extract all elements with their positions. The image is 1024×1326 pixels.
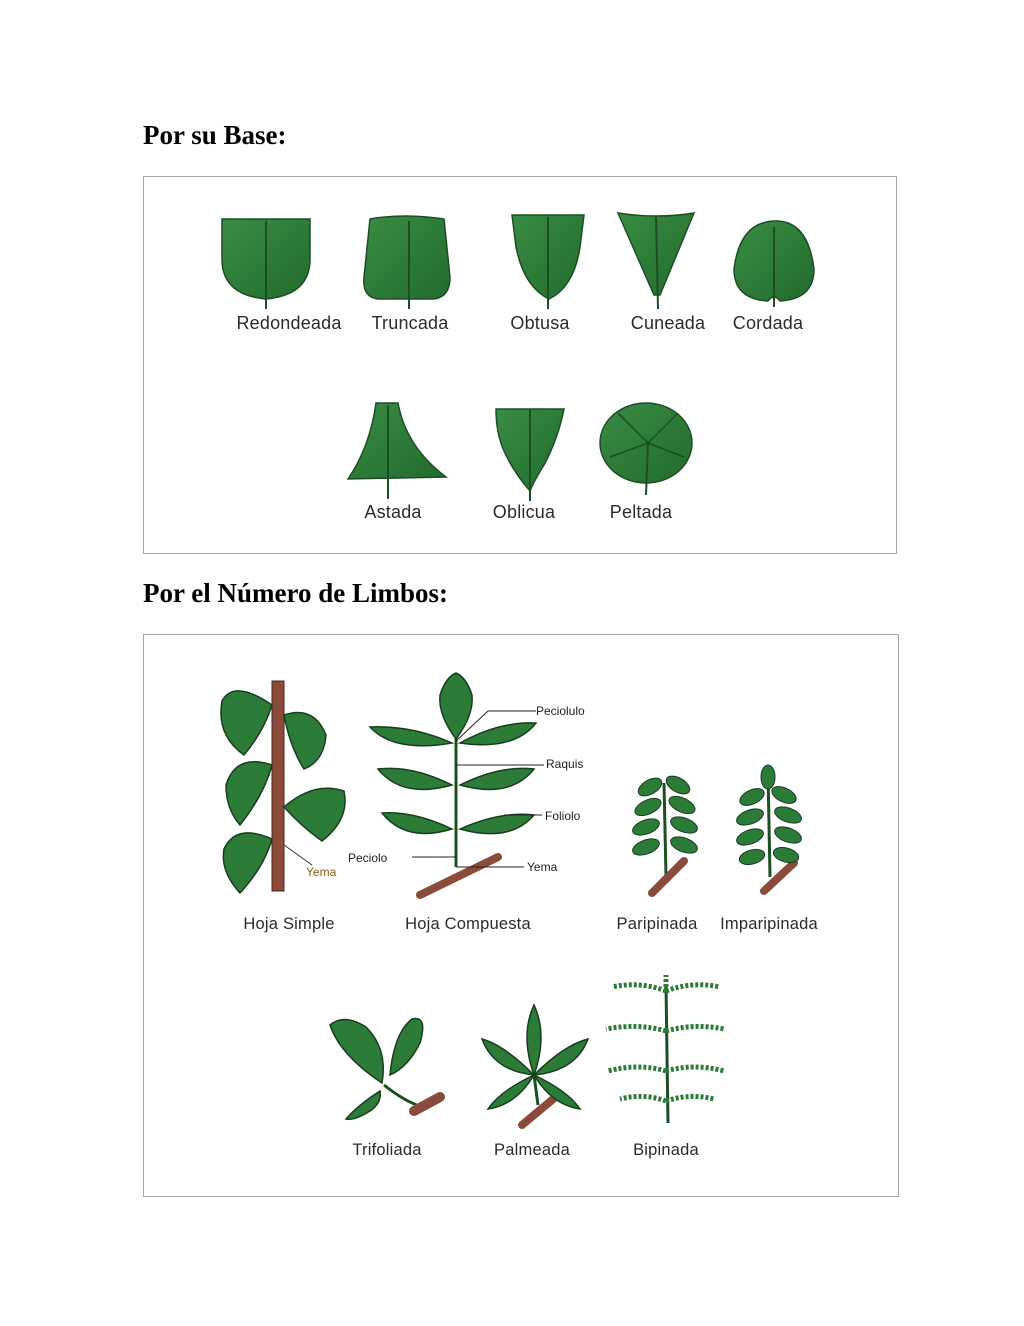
label-truncada: Truncada: [371, 313, 449, 333]
leaf-astada-drawing: [348, 403, 446, 499]
label-hoja-compuesta: Hoja Compuesta: [405, 915, 531, 933]
label-imparipinada: Imparipinada: [720, 915, 818, 933]
annotation-foliolo: Foliolo: [545, 809, 581, 823]
label-hoja-simple: Hoja Simple: [243, 915, 335, 933]
leaf-oblicua-drawing: [496, 409, 564, 501]
label-astada: Astada: [364, 502, 422, 522]
label-palmeada: Palmeada: [494, 1141, 570, 1159]
annotation-raquis: Raquis: [546, 757, 584, 771]
label-oblicua: Oblicua: [492, 502, 556, 522]
leaf-cuneada-drawing: [618, 213, 694, 309]
trifoliada-drawing: [330, 1019, 440, 1120]
bipinada-drawing: [606, 975, 724, 1123]
label-cordada: Cordada: [732, 313, 804, 333]
annotation-yema-simple: Yema: [306, 865, 337, 879]
leaf-cordada-drawing: [734, 221, 814, 307]
label-paripinada: Paripinada: [616, 915, 698, 933]
base-leaf-drawings: [144, 177, 896, 553]
label-obtusa: Obtusa: [510, 313, 570, 333]
label-bipinada: Bipinada: [633, 1141, 699, 1159]
leaf-redondeada-drawing: [222, 219, 310, 309]
label-trifoliada: Trifoliada: [352, 1141, 422, 1159]
section-title-limbos: Por el Número de Limbos:: [143, 578, 448, 608]
base-figure-panel: [143, 176, 897, 554]
annotation-peciolulo: Peciolulo: [536, 704, 585, 718]
imparipinada-drawing: [734, 765, 803, 891]
annotation-yema: Yema: [527, 860, 558, 874]
label-cuneada: Cuneada: [630, 313, 706, 333]
palmeada-drawing: [482, 1005, 588, 1125]
label-peltada: Peltada: [609, 502, 673, 522]
hoja-simple-drawing: [221, 681, 345, 893]
annotation-peciolo: Peciolo: [348, 851, 388, 865]
leaf-truncada-drawing: [364, 216, 450, 309]
leaf-peltada-drawing: [600, 403, 692, 495]
leaf-obtusa-drawing: [512, 215, 584, 309]
paripinada-drawing: [630, 772, 699, 893]
label-redondeada: Redondeada: [236, 313, 342, 333]
section-title-base: Por su Base:: [143, 120, 287, 150]
limbos-figure-panel: [143, 634, 899, 1197]
hoja-compuesta-drawing: [370, 673, 544, 895]
